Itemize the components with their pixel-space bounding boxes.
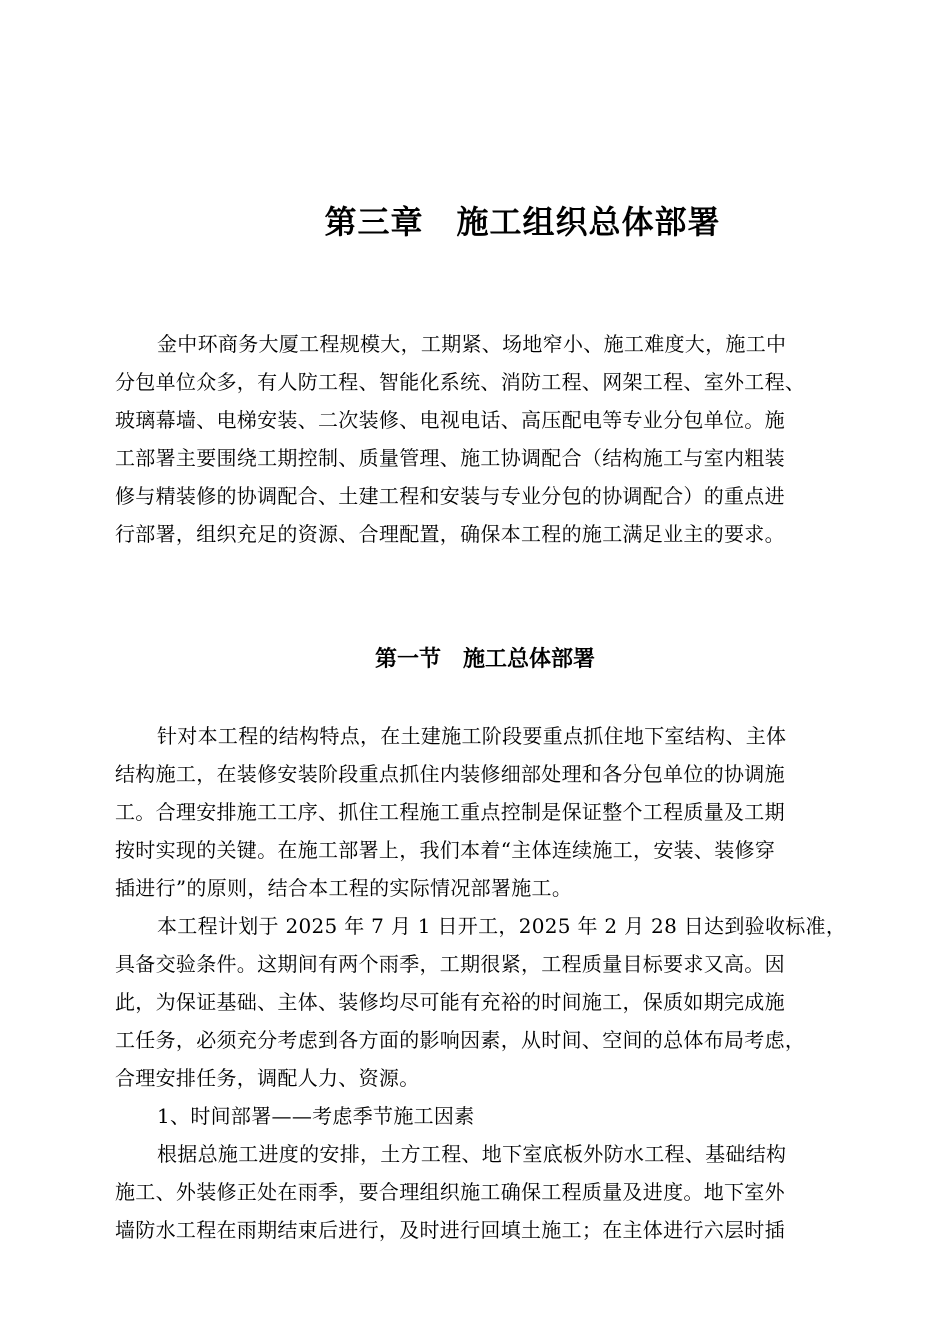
text-line: 根据总施工进度的安排，土方工程、地下室底板外防水工程、基础结构 (157, 1142, 787, 1166)
text-line: 工部署主要围绕工期控制、质量管理、施工协调配合（结构施工与室内粗装 (115, 446, 785, 470)
text-line: 按时实现的关键。在施工部署上，我们本着“主体连续施工，安装、装修穿 (115, 838, 776, 862)
section-body (115, 717, 877, 1249)
text-line: 1、时间部署——考虑季节施工因素 (157, 1104, 475, 1128)
text-line: 合理安排任务，调配人力、资源。 (115, 1066, 420, 1090)
section-title: 第一节 施工总体部署 (374, 647, 595, 672)
text-line: 分包单位众多，有人防工程、智能化系统、消防工程、网架工程、室外工程、 (115, 370, 806, 394)
text-line: 此，为保证基础、主体、装修均尽可能有充裕的时间施工，保质如期完成施 (115, 990, 785, 1014)
text-line: 工任务，必须充分考虑到各方面的影响因素，从时间、空间的总体布局考虑， (115, 1028, 806, 1052)
text-line: 玻璃幕墙、电梯安装、二次装修、电视电话、高压配电等专业分包单位。施 (115, 408, 785, 432)
text-line: 金中环商务大厦工程规模大，工期紧、场地窄小、施工难度大，施工中 (157, 332, 787, 356)
text-line: 结构施工，在装修安装阶段重点抓住内装修细部处理和各分包单位的协调施 (115, 762, 785, 786)
text-line: 修与精装修的协调配合、土建工程和安装与专业分包的协调配合）的重点进 (115, 484, 785, 508)
text-line: 插进行”的原则，结合本工程的实际情况部署施工。 (115, 876, 573, 900)
text-line: 本工程计划于 2025 年 7 月 1 日开工，2025 年 2 月 28 日达到验收标准， (157, 914, 847, 938)
text-line: 工。合理安排施工工序、抓住工程施工重点控制是保证整个工程质量及工期 (115, 800, 785, 824)
text-line: 针对本工程的结构特点，在土建施工阶段要重点抓住地下室结构、主体 (157, 724, 787, 748)
text-line: 施工、外装修正处在雨季，要合理组织施工确保工程质量及进度。地下室外 (115, 1180, 785, 1204)
text-line: 行部署，组织充足的资源、合理配置，确保本工程的施工满足业主的要求。 (115, 522, 785, 546)
text-line: 墙防水工程在雨期结束后进行，及时进行回填土施工；在主体进行六层时插 (115, 1218, 785, 1242)
chapter-title: 第三章 施工组织总体部署 (324, 203, 721, 241)
text-line: 具备交验条件。这期间有两个雨季，工期很紧，工程质量目标要求又高。因 (115, 952, 785, 976)
intro-paragraph (115, 325, 877, 553)
